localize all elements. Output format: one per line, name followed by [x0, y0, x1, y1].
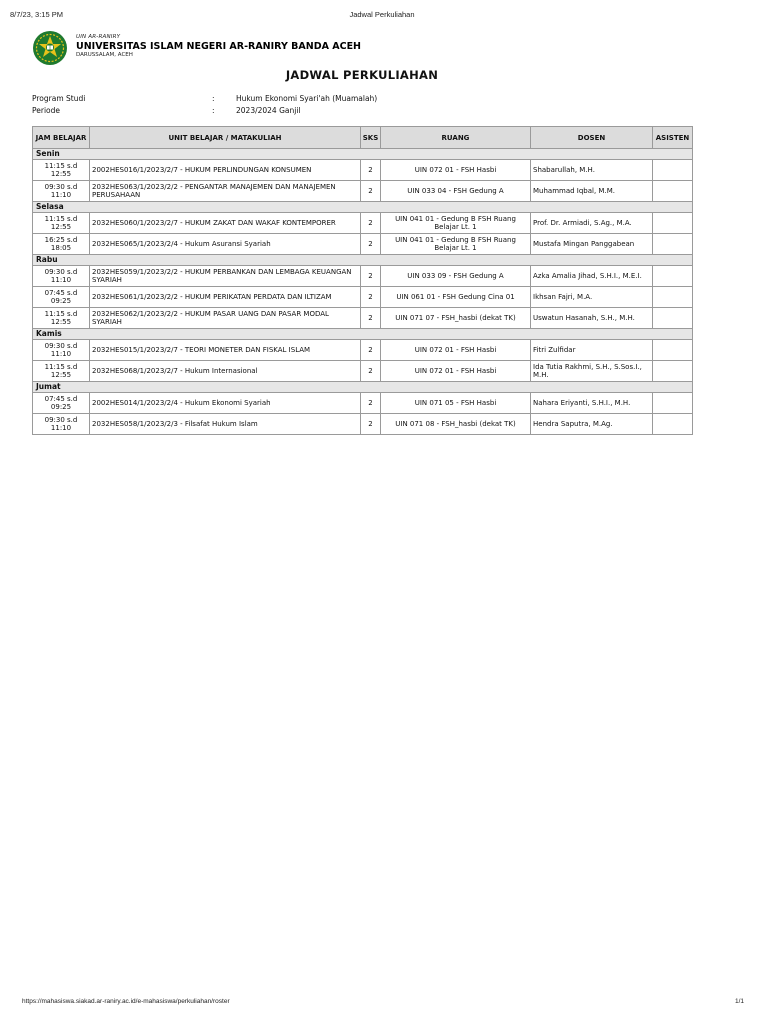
day-group-row	[33, 202, 693, 213]
cell-sks: 2	[361, 160, 381, 181]
print-title: Jadwal Perkuliahan	[349, 10, 415, 19]
day-group-row	[33, 382, 693, 393]
table-row	[33, 308, 693, 329]
cell-time: 09:30 s.d 11:10	[33, 266, 90, 287]
header-jam: JAM BELAJAR	[33, 127, 90, 149]
cell-course: 2032HES060/1/2023/2/7 - HUKUM ZAKAT DAN WAKAF KONTEMPORER	[90, 213, 361, 234]
institution-name: UNIVERSITAS ISLAM NEGERI AR-RANIRY BANDA ACEH	[76, 41, 362, 52]
print-datetime: 8/7/23, 3:15 PM	[10, 10, 63, 19]
meta-info	[32, 94, 692, 118]
cell-course: 2032HES058/1/2023/2/3 - Filsafat Hukum Islam	[90, 414, 361, 435]
cell-lecturer: Muhammad Iqbal, M.M.	[531, 181, 653, 202]
cell-course: 2032HES065/1/2023/2/4 - Hukum Asuransi Syariah	[90, 234, 361, 255]
cell-assistant	[653, 213, 693, 234]
cell-course: 2032HES059/1/2023/2/2 - HUKUM PERBANKAN DAN LEMBAGA KEUANGAN SYARIAH	[90, 266, 361, 287]
print-footer	[22, 998, 744, 1010]
cell-room: UIN 061 01 - FSH Gedung Cina 01	[381, 287, 531, 308]
table-row	[33, 234, 693, 255]
cell-room: UIN 072 01 - FSH Hasbi	[381, 361, 531, 382]
cell-time: 11:15 s.d 12:55	[33, 160, 90, 181]
header-unit: UNIT BELAJAR / MATAKULIAH	[90, 127, 361, 149]
cell-assistant	[653, 234, 693, 255]
cell-room: UIN 041 01 - Gedung B FSH Ruang Belajar Lt. 1	[381, 213, 531, 234]
day-group-row	[33, 329, 693, 340]
day-group-row	[33, 149, 693, 160]
schedule-table	[32, 126, 693, 435]
table-row	[33, 181, 693, 202]
university-logo-icon	[32, 30, 68, 66]
cell-course: 2032HES062/1/2023/2/2 - HUKUM PASAR UANG DAN PASAR MODAL SYARIAH	[90, 308, 361, 329]
day-group-row	[33, 255, 693, 266]
cell-time: 11:15 s.d 12:55	[33, 308, 90, 329]
cell-course: 2032HES015/1/2023/2/7 - TEORI MONETER DAN FISKAL ISLAM	[90, 340, 361, 361]
cell-lecturer: Prof. Dr. Armiadi, S.Ag., M.A.	[531, 213, 653, 234]
table-header-row	[33, 127, 693, 149]
cell-room: UIN 072 01 - FSH Hasbi	[381, 340, 531, 361]
cell-time: 11:15 s.d 12:55	[33, 361, 90, 382]
meta-row-period	[32, 106, 692, 118]
cell-time: 11:15 s.d 12:55	[33, 213, 90, 234]
cell-course: 2032HES063/1/2023/2/2 - PENGANTAR MANAJEMEN DAN MANAJEMEN PERUSAHAAN	[90, 181, 361, 202]
cell-sks: 2	[361, 308, 381, 329]
cell-assistant	[653, 414, 693, 435]
cell-course: 2032HES068/1/2023/2/7 - Hukum Internasional	[90, 361, 361, 382]
cell-sks: 2	[361, 181, 381, 202]
cell-lecturer: Nahara Eriyanti, S.H.I., M.H.	[531, 393, 653, 414]
meta-value: 2023/2024 Ganjil	[236, 106, 301, 115]
cell-room: UIN 071 08 - FSH_hasbi (dekat TK)	[381, 414, 531, 435]
cell-room: UIN 033 04 - FSH Gedung A	[381, 181, 531, 202]
cell-assistant	[653, 266, 693, 287]
cell-course: 2002HES016/1/2023/2/7 - HUKUM PERLINDUNGAN KONSUMEN	[90, 160, 361, 181]
header-dosen: DOSEN	[531, 127, 653, 149]
table-row	[33, 393, 693, 414]
document-page	[32, 30, 692, 435]
cell-room: UIN 071 05 - FSH Hasbi	[381, 393, 531, 414]
day-label: Rabu	[33, 255, 693, 266]
cell-sks: 2	[361, 287, 381, 308]
cell-lecturer: Uswatun Hasanah, S.H., M.H.	[531, 308, 653, 329]
cell-lecturer: Mustafa Mingan Panggabean	[531, 234, 653, 255]
cell-time: 09:30 s.d 11:10	[33, 414, 90, 435]
meta-sep: :	[212, 94, 215, 103]
table-row	[33, 213, 693, 234]
cell-room: UIN 071 07 - FSH_hasbi (dekat TK)	[381, 308, 531, 329]
cell-sks: 2	[361, 213, 381, 234]
cell-room: UIN 033 09 - FSH Gedung A	[381, 266, 531, 287]
table-row	[33, 266, 693, 287]
header-sks: SKS	[361, 127, 381, 149]
cell-sks: 2	[361, 361, 381, 382]
day-label: Senin	[33, 149, 693, 160]
cell-course: 2032HES061/1/2023/2/2 - HUKUM PERIKATAN PERDATA DAN ILTIZAM	[90, 287, 361, 308]
cell-assistant	[653, 160, 693, 181]
institution-location: DARUSSALAM, ACEH	[76, 52, 133, 58]
cell-lecturer: Ikhsan Fajri, M.A.	[531, 287, 653, 308]
cell-lecturer: Azka Amalia Jihad, S.H.I., M.E.I.	[531, 266, 653, 287]
cell-assistant	[653, 340, 693, 361]
day-label: Kamis	[33, 329, 693, 340]
day-label: Jumat	[33, 382, 693, 393]
cell-room: UIN 072 01 - FSH Hasbi	[381, 160, 531, 181]
cell-assistant	[653, 361, 693, 382]
meta-sep: :	[212, 106, 215, 115]
document-title: JADWAL PERKULIAHAN	[285, 68, 439, 82]
table-row	[33, 160, 693, 181]
day-label: Selasa	[33, 202, 693, 213]
table-row	[33, 361, 693, 382]
institution-sub: UIN AR-RANIRY	[76, 34, 121, 40]
cell-lecturer: Ida Tutia Rakhmi, S.H., S.Sos.I., M.H.	[531, 361, 653, 382]
institution-header	[32, 30, 692, 68]
cell-assistant	[653, 393, 693, 414]
meta-value: Hukum Ekonomi Syari'ah (Muamalah)	[236, 94, 378, 103]
table-row	[33, 414, 693, 435]
cell-sks: 2	[361, 234, 381, 255]
cell-sks: 2	[361, 266, 381, 287]
header-ruang: RUANG	[381, 127, 531, 149]
cell-time: 09:30 s.d 11:10	[33, 181, 90, 202]
cell-sks: 2	[361, 393, 381, 414]
meta-key: Periode	[32, 106, 61, 115]
header-asisten: ASISTEN	[653, 127, 693, 149]
schedule-body	[33, 149, 693, 435]
cell-lecturer: Fitri Zulfidar	[531, 340, 653, 361]
cell-time: 09:30 s.d 11:10	[33, 340, 90, 361]
cell-assistant	[653, 287, 693, 308]
cell-lecturer: Hendra Saputra, M.Ag.	[531, 414, 653, 435]
cell-room: UIN 041 01 - Gedung B FSH Ruang Belajar Lt. 1	[381, 234, 531, 255]
cell-sks: 2	[361, 340, 381, 361]
table-row	[33, 287, 693, 308]
print-header	[10, 10, 754, 22]
cell-time: 16:25 s.d 18:05	[33, 234, 90, 255]
print-page-number: 1/1	[734, 998, 744, 1005]
cell-time: 07:45 s.d 09:25	[33, 287, 90, 308]
print-url: https://mahasiswa.siakad.ar-raniry.ac.id/e-mahasiswa/perkuliahan/roster	[22, 998, 230, 1005]
cell-time: 07:45 s.d 09:25	[33, 393, 90, 414]
cell-lecturer: Shabarullah, M.H.	[531, 160, 653, 181]
meta-key: Program Studi	[32, 94, 86, 103]
cell-sks: 2	[361, 414, 381, 435]
cell-course: 2002HES014/1/2023/2/4 - Hukum Ekonomi Syariah	[90, 393, 361, 414]
cell-assistant	[653, 181, 693, 202]
cell-assistant	[653, 308, 693, 329]
table-row	[33, 340, 693, 361]
meta-row-program	[32, 94, 692, 106]
